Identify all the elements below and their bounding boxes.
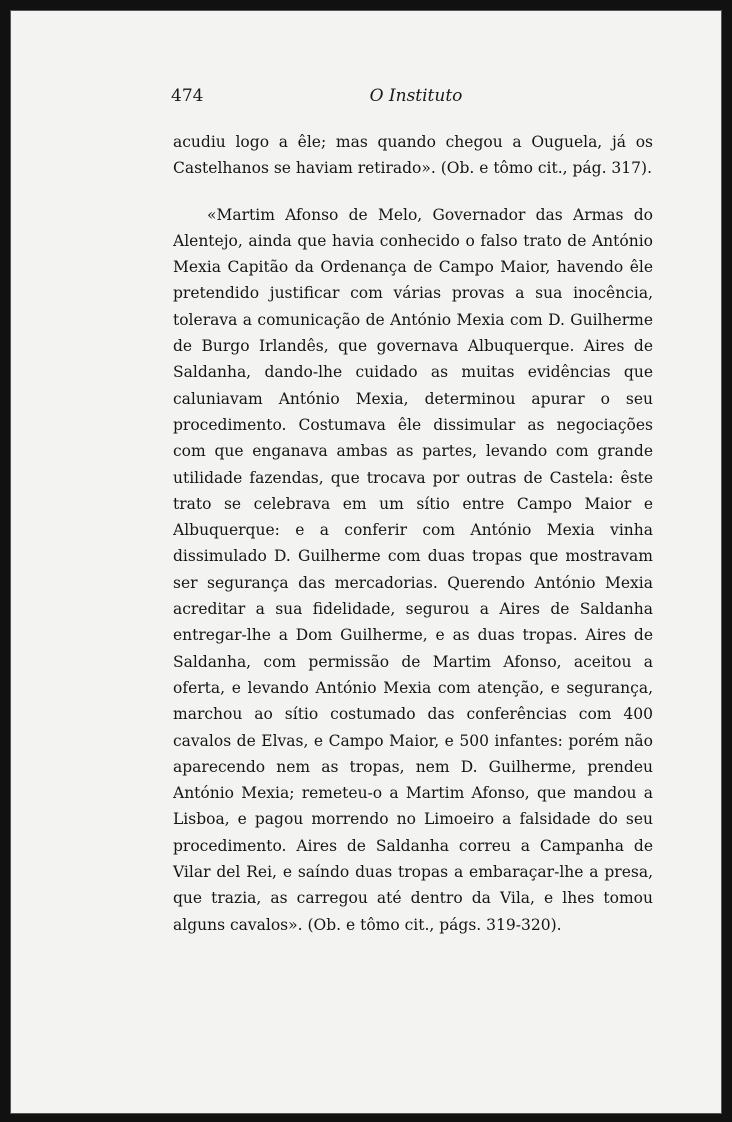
body-text xyxy=(173,129,653,938)
page-header xyxy=(171,86,661,116)
book-page xyxy=(10,10,722,1114)
paragraph-2: «Martim Afonso de Melo, Governador das Armas do Alentejo, ainda que havia conhecido o falso trato de António Mexia Capitão da Ordenança de Campo Maior, havendo êle pretendido justificar com várias provas a sua inocência, tolerava a comunicação de António Mexia com D. Guilherme de Burgo Irlandês, que governava Albuquerque. Aires de Saldanha, dando-lhe cuidado as muitas evidências que caluniavam António Mexia, determinou apurar o seu procedimento. Costumava êle dissimular as negociações com que enganava ambas as partes, levando com grande utilidade fazendas, que trocava por outras de Castela: êste trato se celebrava em um sítio entre Campo Maior e Albuquerque: e a conferir com António Mexia vinha dissimulado D. Guilherme com duas tropas que mostravam ser segurança das mercadorias. Querendo António Mexia acreditar a sua fidelidade, segurou a Aires de Saldanha entregar-lhe a Dom Guilherme, e as duas tropas. Aires de Saldanha, com permissão de Martim Afonso, aceitou a oferta, e levando António Mexia com atenção, e segurança, marchou ao sítio costumado das conferências com 400 cavalos de Elvas, e Campo Maior, e 500 infantes: porém não aparecendo nem as tropas, nem D. Guilherme, prendeu António Mexia; remeteu-o a Martim Afonso, que mandou a Lisboa, e pagou morrendo no Limoeiro a falsidade do seu procedimento. Aires de Saldanha correu a Campanha de Vilar del Rei, e saíndo duas tropas a embaraçar-lhe a presa, que trazia, as carregou até dentro da Vila, e lhes tomou alguns cavalos». (Ob. e tômo cit., págs. 319-320). xyxy=(173,205,653,934)
page-number: 474 xyxy=(171,86,204,106)
paragraph-1: acudiu logo a êle; mas quando chegou a Ouguela, já os Castelhanos se haviam retirado». (Ob. e tômo cit., pág. 317). xyxy=(173,133,653,178)
running-title: O Instituto xyxy=(369,86,463,106)
